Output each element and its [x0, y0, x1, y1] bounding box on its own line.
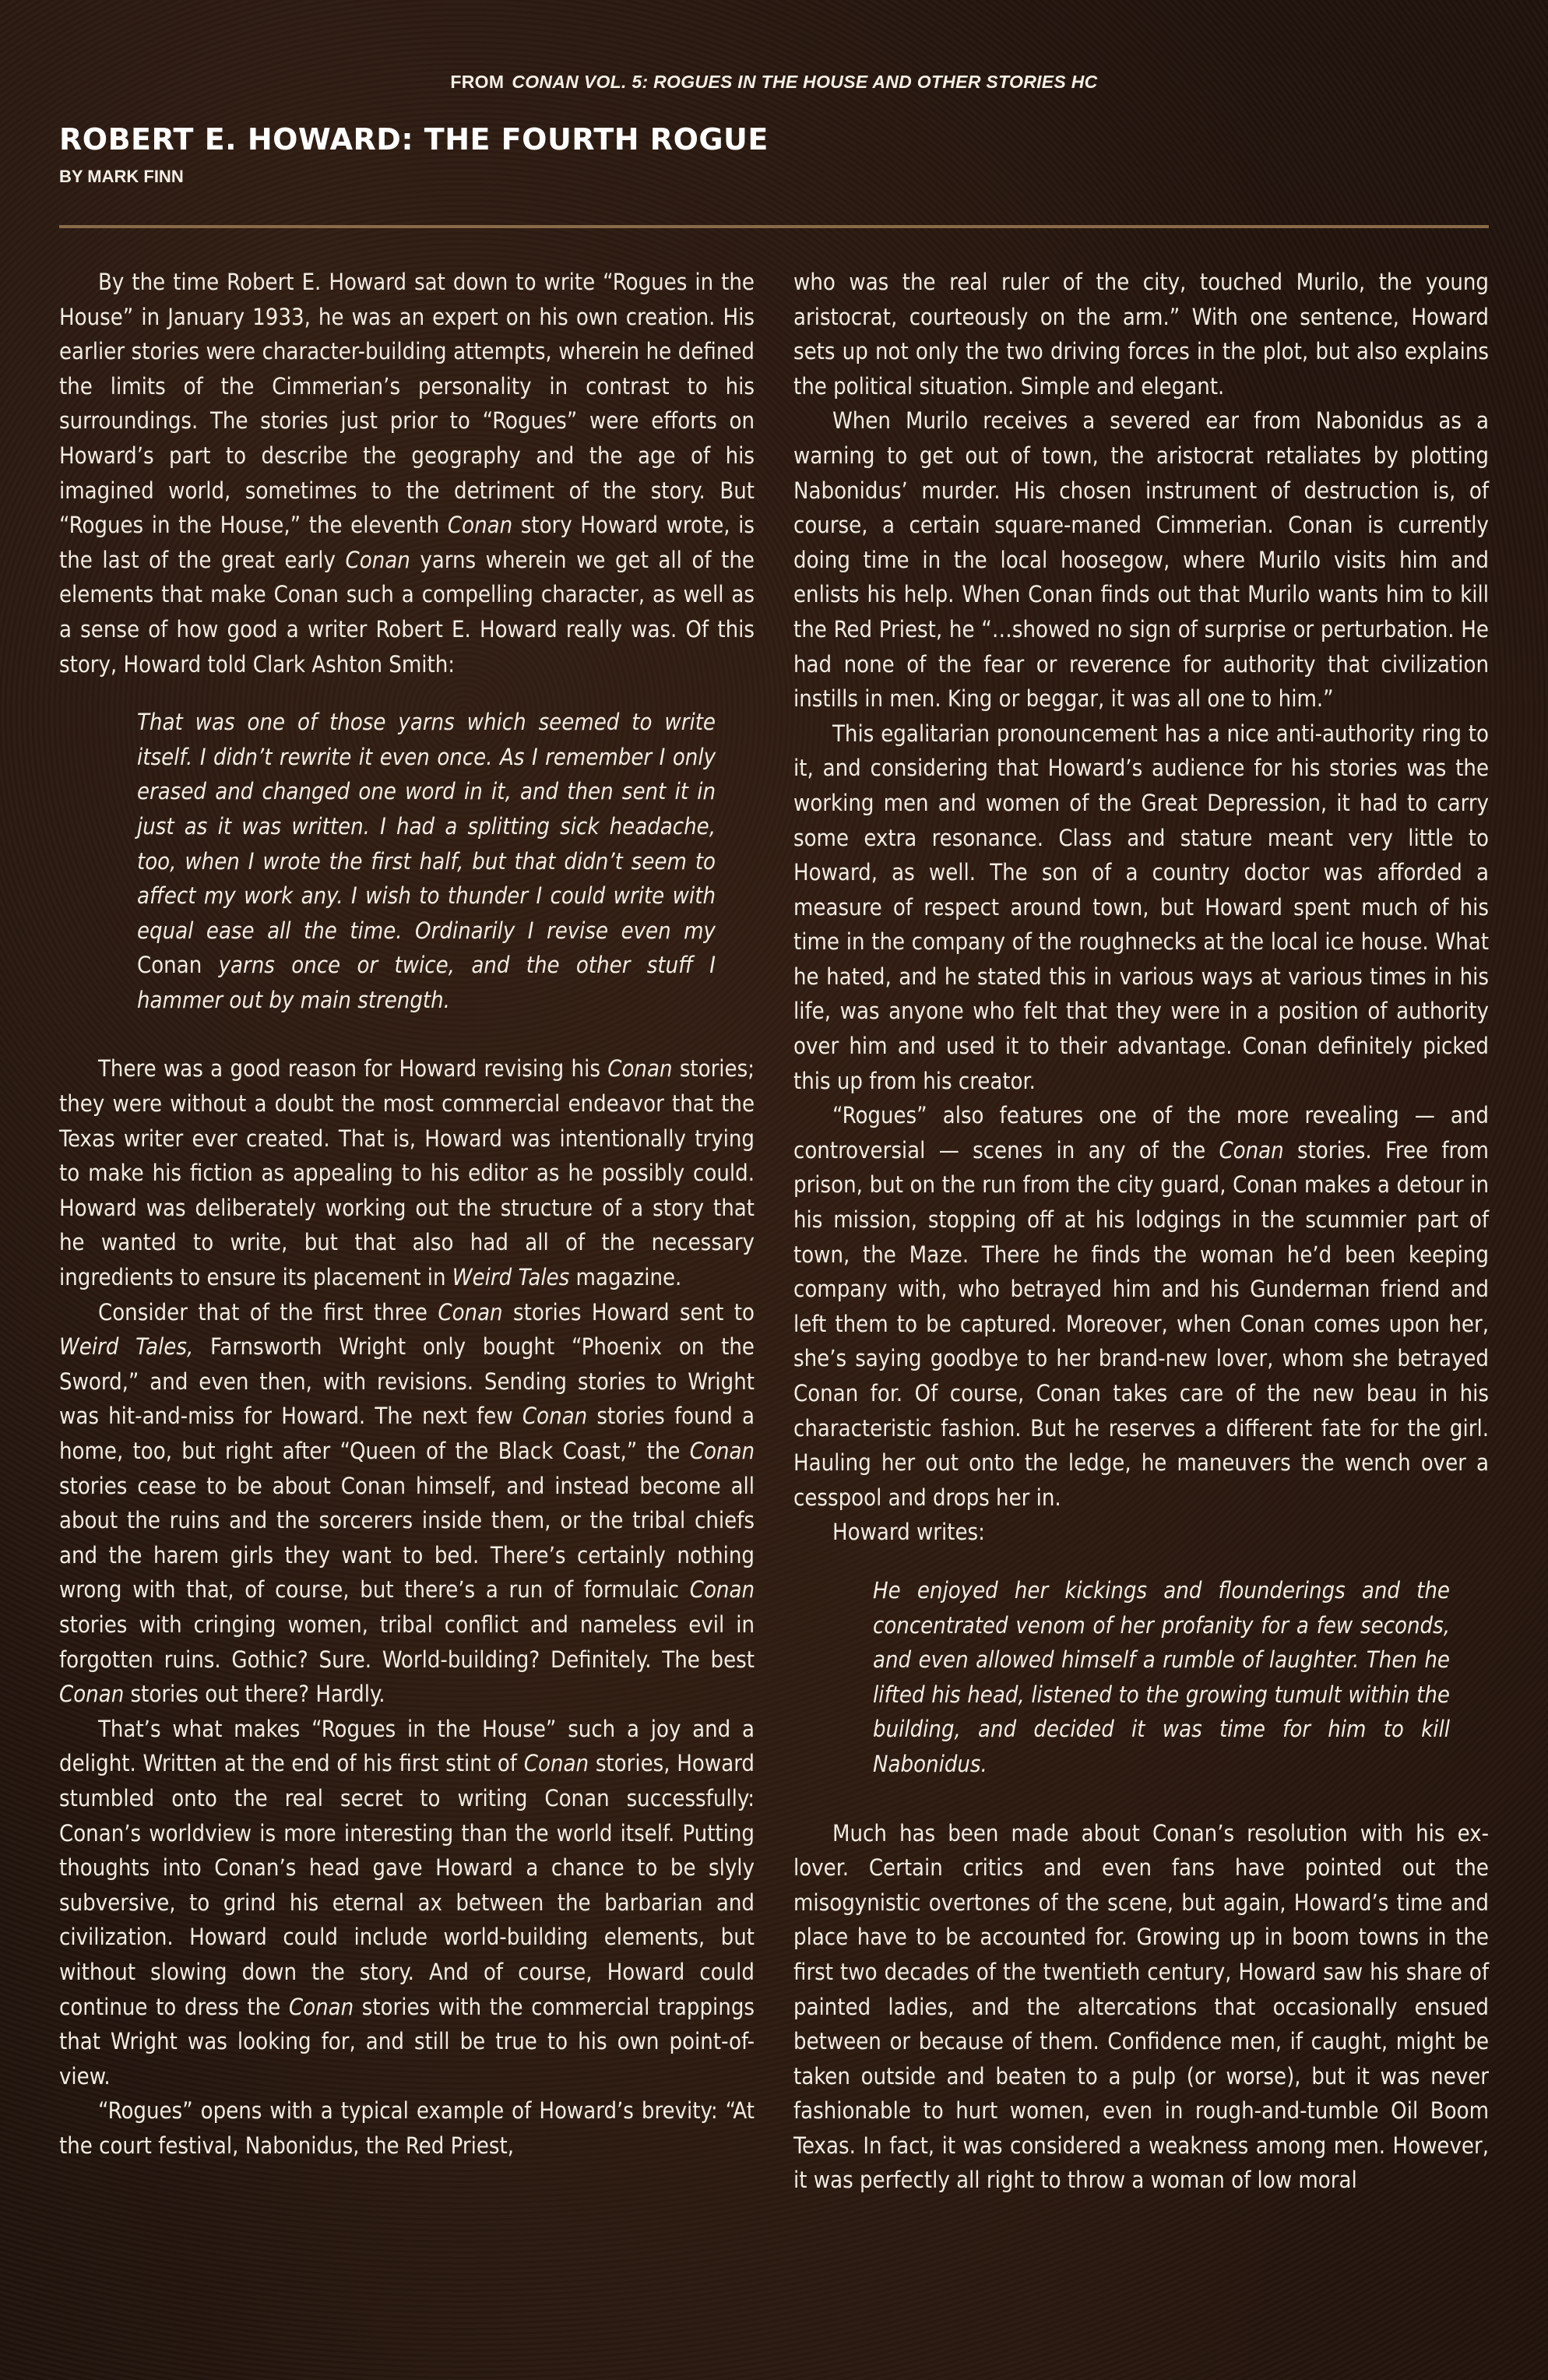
source-line [0, 72, 1548, 93]
article-title: ROBERT E. HOWARD: THE FOURTH ROGUE [59, 122, 769, 157]
byline: BY MARK FINN [59, 167, 184, 186]
paragraph: “Rogues” opens with a typical example of Howard’s brevity: “At the court festival, Nabonidus, the Red Priest, [59, 2097, 755, 2159]
paragraph: Much has been made about Conan’s resolution with his ex-lover. Certain critics and even fans have pointed out the misogynistic overtones of the scene, but again, Howard’s time and place have to be accounted for. Growing up in boom towns in the first two decades of the twentieth century, Howard saw his share of painted ladies, and the altercations that occasionally ensued between or because of them. Confidence men, if caught, might be taken outside and beaten to a pulp (or worse), but it was never fashionable to hurt women, even in rough-and-tumble Oil Boom Texas. In fact, it was considered a weakness among men. However, it was perfectly all right to throw a woman of low moral [793, 1819, 1489, 2194]
header-divider [59, 225, 1489, 228]
block-quote: That was one of those yarns which seemed to write itself. I didn’t rewrite it even once. As I remember I only erased and changed one word in it, and then sent it in just as it was written. I had a splitting sick headache, too, when I wrote the first half, but that didn’t seem to affect my work any. I wish to thunder I could write with equal ease all the time. Ordinarily I revise even my Conan yarns once or twice, and the other stuff I hammer out by main strength. [137, 709, 716, 1013]
source-prefix: FROM [450, 72, 505, 92]
paragraph: When Murilo receives a severed ear from Nabonidus as a warning to get out of town, the aristocrat retaliates by plotting Nabonidus’ murder. His chosen instrument of destruction is, of course, a certain square-maned Cimmerian. Conan is currently doing time in the local hoosegow, where Murilo visits him and enlists his help. When Conan finds out that Murilo wants him to kill the Red Priest, he “…showed no sign of surprise or perturbation. He had none of the fear or reverence for authority that civilization instills in men. King or beggar, it was all one to him.” [793, 407, 1489, 713]
paragraph: who was the real ruler of the city, touched Murilo, the young aristocrat, courteously on the arm.” With one sentence, Howard sets up not only the two driving forces in the plot, but also explains the political situation. Simple and elegant. [793, 269, 1489, 400]
paragraph: Howard writes: [832, 1519, 985, 1546]
source-book-title: CONAN VOL. 5: ROGUES IN THE HOUSE AND OTHER STORIES HC [512, 72, 1098, 92]
paragraph: This egalitarian pronouncement has a nice anti-authority ring to it, and considering that Howard’s audience for his stories was the working men and women of the Great Depression, it had to carry some extra resonance. Class and stature meant very little to Howard, as well. The son of a country doctor was afforded a measure of respect around town, but Howard spent much of his time in the company of the roughnecks at the local ice house. What he hated, and he stated this in various ways at various times in his life, was anyone who felt that they were in a position of authority over him and used it to their advantage. Conan definitely picked this up from his creator. [793, 720, 1489, 1094]
left-column [59, 265, 755, 2163]
paragraph: That’s what makes “Rogues in the House” such a joy and a delight. Written at the end of his first stint of Conan stories, Howard stumbled onto the real secret to writing Conan successfully: Conan’s worldview is more interesting than the world itself. Putting thoughts into Conan’s head gave Howard a chance to be slyly subversive, to grind his eternal ax between the barbarian and civilization. Howard could include world-building elements, but without slowing down the story. And of course, Howard could continue to dress the Conan stories with the commercial trappings that Wright was looking for, and still be true to his own point-of-view. [59, 1715, 755, 2090]
paragraph: Consider that of the first three Conan stories Howard sent to Weird Tales, Farnsworth Wright only bought “Phoenix on the Sword,” and even then, with revisions. Sending stories to Wright was hit-and-miss for Howard. The next few Conan stories found a home, too, but right after “Queen of the Black Coast,” the Conan stories cease to be about Conan himself, and instead become all about the ruins and the sorcerers inside them, or the tribal chiefs and the harem girls they want to bed. There’s certainly nothing wrong with that, of course, but there’s a run of formulaic Conan stories with cringing women, tribal conflict and nameless evil in forgotten ruins. Gothic? Sure. World-building? Definitely. The best Conan stories out there? Hardly. [59, 1298, 755, 1708]
paragraph: There was a good reason for Howard revising his Conan stories; they were without a doubt the most commercial endeavor that the Texas writer ever created. That is, Howard was intentionally trying to make his fiction as appealing to his editor as he possibly could. Howard was deliberately working out the structure of a story that he wanted to write, but that also had all of the necessary ingredients to ensure its placement in Weird Tales magazine. [59, 1055, 755, 1291]
block-quote: He enjoyed her kickings and flounderings and the concentrated venom of her profanity for a few seconds, and even allowed himself a rumble of laughter. Then he lifted his head, listened to the growing tumult within the building, and decided it was time for him to kill Nabonidus. [873, 1576, 1450, 1777]
paragraph: “Rogues” also features one of the more revealing — and controversial — scenes in any of the Conan stories. Free from prison, but on the run from the city guard, Conan makes a detour in his mission, stopping off at his lodgings in the scummier part of town, the Maze. There he finds the woman he’d been keeping company with, who betrayed him and his Gunderman friend and left them to be captured. Moreover, when Conan comes upon her, she’s saying goodbye to her brand-new lover, whom she betrayed Conan for. Of course, Conan takes care of the new beau in his characteristic fashion. But he reserves a different fate for the girl. Hauling her out onto the ledge, he maneuvers the wench over a cesspool and drops her in. [793, 1102, 1489, 1511]
right-column [793, 265, 1489, 2198]
paragraph: By the time Robert E. Howard sat down to write “Rogues in the House” in January 1933, he was an expert on his own creation. His earlier stories were character-building attempts, wherein he defined the limits of the Cimmerian’s personality in contrast to his surroundings. The stories just prior to “Rogues” were efforts on Howard’s part to describe the geography and the age of his imagined world, sometimes to the detriment of the story. But “Rogues in the House,” the eleventh Conan story Howard wrote, is the last of the great early Conan yarns wherein we get all of the elements that make Conan such a compelling character, as well as a sense of how good a writer Robert E. Howard really was. Of this story, Howard told Clark Ashton Smith: [59, 269, 755, 678]
